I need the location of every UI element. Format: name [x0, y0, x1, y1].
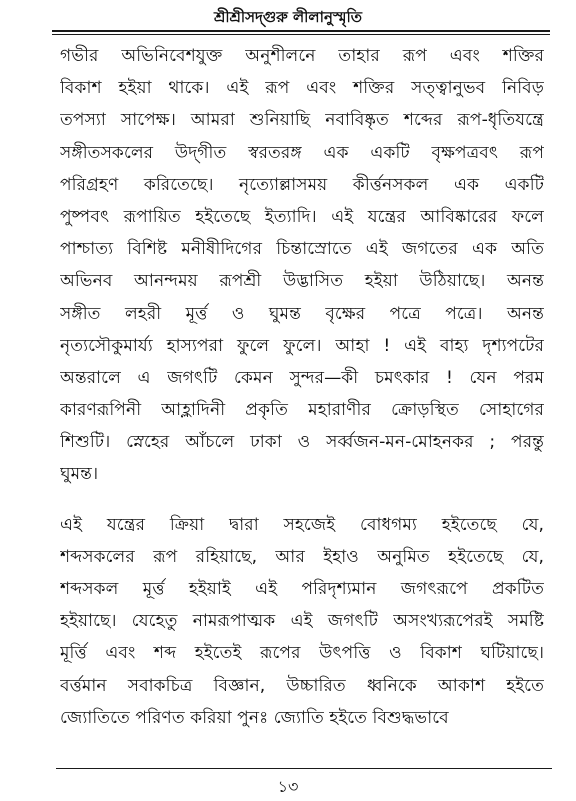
text-line: শব্দসকলের রূপ রহিয়াছে, আর ইহাও অনুমিত হইতেছে যে, [60, 546, 544, 567]
text-line: বিকাশ হইয়া থাকে। এই রূপ এবং শক্তির সত্ত্বানুভব নিবিড় [60, 78, 544, 99]
text-line: সঙ্গীত লহরী মূর্ত্ত ও ঘুমন্ত বৃক্ষের পত্রে পত্রে। অনন্ত [60, 303, 544, 324]
text-line: সঙ্গীতসকলের উদ্‌গীত স্বরতরঙ্গ এক একটি বৃক্ষপত্রবৎ রূপ [60, 142, 544, 163]
paragraph-gap [60, 491, 544, 509]
text-line: অন্তরালে এ জগৎটি কেমন সুন্দর—কী চমৎকার ! যেন পরম [60, 367, 544, 388]
text-line: বর্ত্তমান সবাকচিত্র বিজ্ঞান, উচ্চারিত ধ্বনিকে আকাশ হইতে [60, 675, 544, 696]
header-rule-thin [52, 34, 550, 35]
page-number: ১৩ [277, 777, 299, 796]
text-line: অভিনব আনন্দময় রূপশ্রী উদ্ভাসিত হইয়া উঠিয়াছে। অনন্ত [60, 271, 544, 292]
header-rule-thick [52, 30, 550, 32]
running-header-title: শ্রীশ্রীসদ্‌গুরু লীলানুস্মৃতি [213, 8, 363, 26]
page-body [60, 40, 544, 734]
text-line: পরিগ্রহণ করিতেছে। নৃত্যোল্লাসময় কীর্ত্তনসকল এক একটি [60, 174, 544, 195]
text-line: কারণরূপিনী আহ্লাদিনী প্রকৃতি মহারাণীর ক্রোড়স্থিত সোহাগের [60, 400, 544, 421]
text-line: মূর্ত্তি এবং শব্দ হইতেই রূপের উৎপত্তি ও বিকাশ ঘটিয়াছে। [60, 643, 544, 664]
paragraph [60, 509, 544, 734]
text-line: হইয়াছে। যেহেতু নামরূপাত্মক এই জগৎটি অসংখ্যরূপেরই সমষ্টি [60, 611, 544, 632]
text-line: ঘুমন্ত। [60, 464, 99, 485]
text-line: শিশুটি। স্নেহের আঁচলে ঢাকা ও সর্ব্বজন-মন-মোহনকর ; পরন্তু [60, 432, 544, 453]
text-line: শব্দসকল মূর্ত্ত হইয়াই এই পরিদৃশ্যমান জগৎরূপে প্রকটিত [60, 579, 544, 599]
text-line: পাশ্চাত্য বিশিষ্ট মনীষীদিগের চিন্তাস্রোতে এই জগতের এক অতি [60, 239, 544, 260]
text-line: পুষ্পবৎ রূপায়িত হইতেছে ইত্যাদি। এই যন্ত্রের আবিষ্কারের ফলে [60, 206, 544, 227]
text-line: জ্যোতিতে পরিণত করিয়া পুনঃ জ্যোতি হইতে বিশুদ্ধভাবে [60, 707, 449, 728]
text-line: তপস্যা সাপেক্ষ। আমরা শুনিয়াছি নবাবিষ্কৃত শব্দের রূপ-ধৃতিযন্ত্রে [60, 110, 544, 131]
footer-rule [56, 768, 552, 769]
text-line: এই যন্ত্রের ক্রিয়া দ্বারা সহজেই বোধগম্য হইতেছে যে, [60, 514, 544, 535]
text-line: নৃত্যসৌকুমার্য্য হাস্যপরা ফুলে ফুলে। আহা ! এই বাহ্য দৃশ্যপটের [60, 335, 544, 356]
paragraph [60, 40, 544, 491]
text-line: গভীর অভিনিবেশযুক্ত অনুশীলনে তাহার রূপ এবং শক্তির [60, 46, 544, 66]
